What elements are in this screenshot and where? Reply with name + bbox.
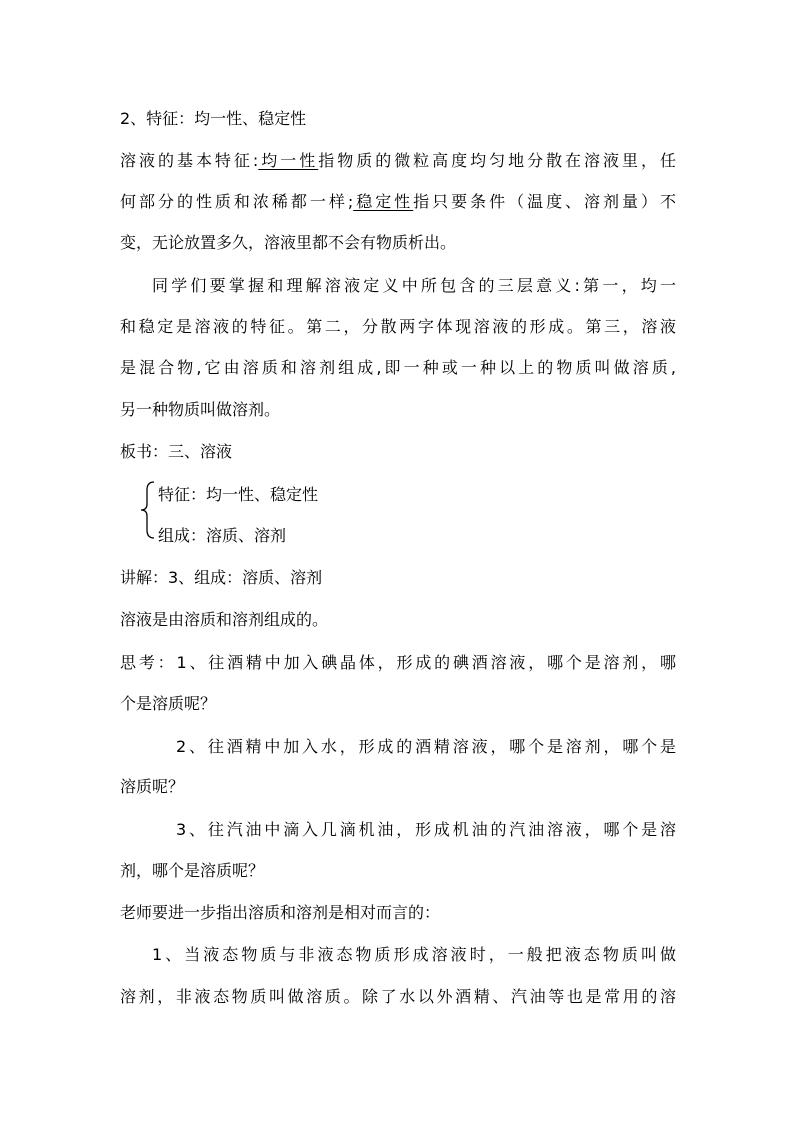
- point-1-line: 1、当液态物质与非液态物质形成溶液时，一般把液态物质叫做: [152, 945, 676, 964]
- question-1-line: 个是溶质呢？: [120, 694, 217, 713]
- text-span: 指物质的微粒高度均匀地分散在溶液里，任: [318, 151, 676, 170]
- paragraph-line: [120, 150, 676, 172]
- paragraph-line: 和稳定是溶液的特征。第二，分散两字体现溶液的形成。第三，溶液: [120, 317, 676, 336]
- paragraph-line: 另一种物质叫做溶剂。: [120, 400, 281, 419]
- question-2-line: 溶质呢？: [120, 777, 185, 796]
- paragraph-line: 是混合物,它由溶质和溶剂组成,即一种或一种以上的物质叫做溶质,: [120, 358, 676, 377]
- question-3-line: 3、往汽油中滴入几滴机油，形成机油的汽油溶液，哪个是溶: [176, 820, 676, 839]
- question-1-line: 思考：1、往酒精中加入碘晶体，形成的碘酒溶液，哪个是溶剂，哪: [120, 653, 676, 672]
- paragraph-line: 变，无论放置多久，溶液里都不会有物质析出。: [120, 233, 457, 252]
- paragraph-line: 老师要进一步指出溶质和溶剂是相对而言的：: [120, 903, 441, 922]
- paragraph-line-indented: 同学们要掌握和理解溶液定义中所包含的三层意义:第一，均一: [152, 276, 676, 295]
- point-1-line: 溶剂，非液态物质叫做溶质。除了水以外酒精、汽油等也是常用的溶: [120, 987, 676, 1006]
- question-3-line: 剂，哪个是溶质呢？: [120, 861, 265, 880]
- question-2-line: 2、往酒精中加入水，形成的酒精溶液，哪个是溶剂，哪个是: [176, 737, 676, 756]
- underlined-term-uniformity: 均一性: [258, 151, 319, 170]
- explanation-heading: 讲解：3、组成：溶质、溶剂: [120, 568, 323, 587]
- curly-brace-icon: [138, 480, 158, 540]
- text-span: 何部分的性质和浓稀都一样;: [120, 192, 354, 211]
- paragraph-line: [120, 191, 676, 213]
- board-item-composition: 组成：溶质、溶剂: [158, 526, 287, 545]
- heading-characteristics: 2、特征：均一性、稳定性: [120, 109, 307, 128]
- underlined-term-stability: 稳定性: [353, 192, 414, 211]
- paragraph-line: 溶液是由溶质和溶剂组成的。: [120, 610, 329, 629]
- board-writing-title: 板书：三、溶液: [120, 442, 233, 461]
- board-item-characteristics: 特征：均一性、稳定性: [158, 485, 319, 504]
- text-span: 指只要条件（温度、溶剂量）不: [413, 192, 676, 211]
- text-span: 溶液的基本特征:: [120, 151, 259, 170]
